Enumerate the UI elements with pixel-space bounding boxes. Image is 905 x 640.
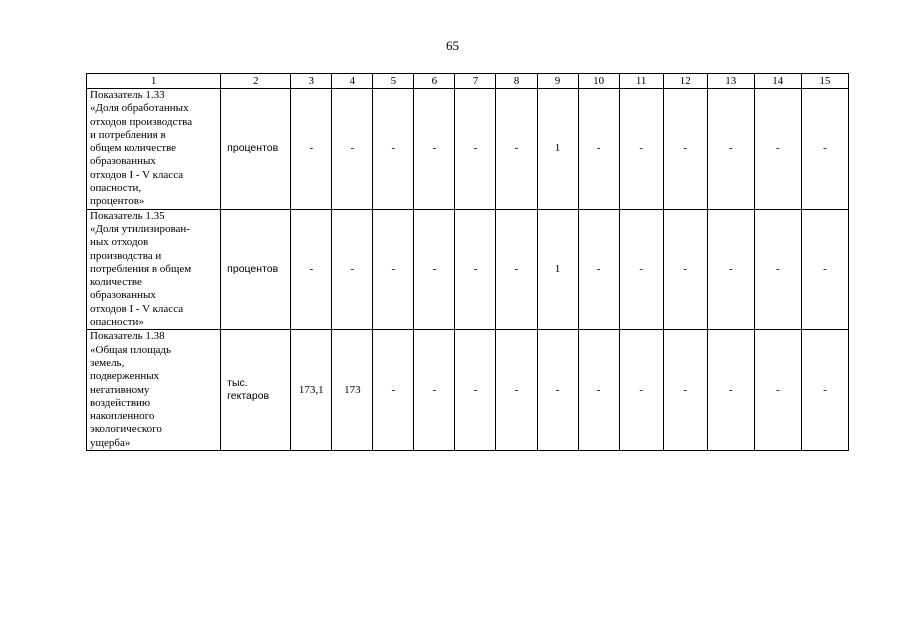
column-header: 14: [754, 74, 801, 89]
value-cell: -: [754, 89, 801, 210]
column-header: 13: [707, 74, 754, 89]
value-cell: -: [455, 330, 496, 451]
column-header: 4: [332, 74, 373, 89]
value-cell: -: [291, 209, 332, 330]
value-cell: -: [707, 209, 754, 330]
column-header: 15: [801, 74, 848, 89]
value-cell: -: [291, 89, 332, 210]
value-cell: -: [801, 330, 848, 451]
column-header: 12: [663, 74, 707, 89]
value-cell: -: [619, 330, 663, 451]
value-cell: -: [373, 209, 414, 330]
indicator-name: Показатель 1.38 «Общая площадь земель, подверженных негативному воздействию накопленного экологического ущерба»: [87, 330, 221, 451]
value-cell: -: [578, 330, 619, 451]
value-cell: -: [414, 330, 455, 451]
value-cell: 1: [537, 89, 578, 210]
value-cell: -: [663, 209, 707, 330]
value-cell: -: [455, 89, 496, 210]
value-cell: 1: [537, 209, 578, 330]
value-cell: -: [455, 209, 496, 330]
value-cell: -: [754, 330, 801, 451]
unit-cell: процентов: [221, 89, 291, 210]
value-cell: -: [578, 89, 619, 210]
value-cell: -: [332, 209, 373, 330]
column-header: 3: [291, 74, 332, 89]
value-cell: 173,1: [291, 330, 332, 451]
value-cell: -: [332, 89, 373, 210]
value-cell: -: [707, 89, 754, 210]
unit-cell: процентов: [221, 209, 291, 330]
column-header: 9: [537, 74, 578, 89]
column-header: 7: [455, 74, 496, 89]
column-header: 1: [87, 74, 221, 89]
column-header: 8: [496, 74, 537, 89]
column-header: 10: [578, 74, 619, 89]
value-cell: -: [496, 330, 537, 451]
value-cell: -: [496, 89, 537, 210]
value-cell: -: [537, 330, 578, 451]
table-row: [87, 89, 849, 210]
table-row: [87, 330, 849, 451]
indicators-table: [86, 73, 849, 451]
value-cell: -: [707, 330, 754, 451]
indicator-name: Показатель 1.33 «Доля обработанных отходов производства и потребления в общем количестве образованных отходов I - V класса опасности, процентов»: [87, 89, 221, 210]
value-cell: -: [663, 330, 707, 451]
value-cell: -: [373, 330, 414, 451]
column-header: 11: [619, 74, 663, 89]
value-cell: -: [801, 209, 848, 330]
value-cell: -: [801, 89, 848, 210]
column-header: 2: [221, 74, 291, 89]
value-cell: -: [373, 89, 414, 210]
value-cell: -: [578, 209, 619, 330]
header-row: [87, 74, 849, 89]
value-cell: -: [619, 209, 663, 330]
value-cell: -: [414, 89, 455, 210]
value-cell: -: [663, 89, 707, 210]
value-cell: 173: [332, 330, 373, 451]
table-row: [87, 209, 849, 330]
unit-cell: тыс. гектаров: [221, 330, 291, 451]
indicator-name: Показатель 1.35 «Доля утилизирован- ных отходов производства и потребления в общем количестве образованных отходов I - V класса опасности»: [87, 209, 221, 330]
page-number: 65: [446, 38, 459, 53]
column-header: 5: [373, 74, 414, 89]
value-cell: -: [754, 209, 801, 330]
column-header: 6: [414, 74, 455, 89]
value-cell: -: [496, 209, 537, 330]
value-cell: -: [414, 209, 455, 330]
value-cell: -: [619, 89, 663, 210]
